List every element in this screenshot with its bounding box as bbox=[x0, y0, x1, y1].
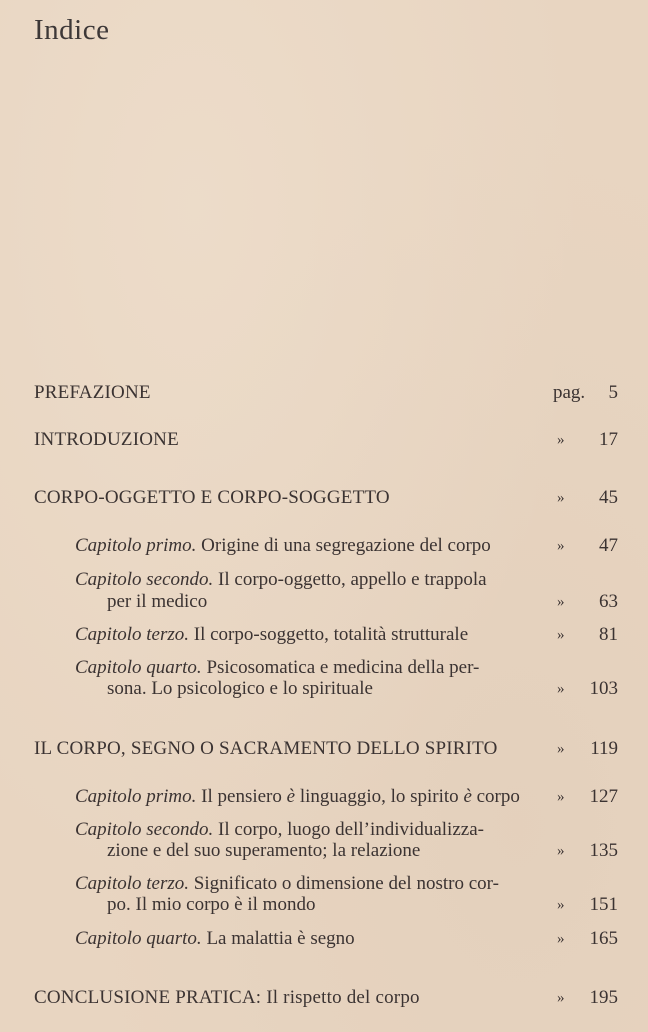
ditto-mark: » bbox=[557, 741, 565, 757]
page-number: 165 bbox=[589, 928, 618, 949]
chapter-label: Capitolo secondo. bbox=[75, 819, 214, 840]
page-title: Indice bbox=[34, 14, 110, 46]
page-number: 45 bbox=[599, 487, 618, 508]
entry-title-part: corpo bbox=[471, 786, 520, 807]
entry-title: Il corpo-oggetto, appello e trappola bbox=[213, 569, 487, 590]
page-label: pag. bbox=[553, 382, 586, 403]
entry-title: INTRODUZIONE bbox=[34, 429, 179, 450]
page-number: 47 bbox=[599, 535, 618, 556]
chapter-label: Capitolo terzo. bbox=[75, 624, 190, 645]
ditto-mark: » bbox=[557, 990, 565, 1006]
ditto-mark: » bbox=[557, 538, 565, 554]
page-number: 63 bbox=[599, 591, 618, 612]
chapter-label: Capitolo quarto. bbox=[75, 928, 202, 949]
page-number: 119 bbox=[590, 738, 618, 759]
entry-title: Psicosomatica e medicina della per- bbox=[201, 657, 480, 678]
entry-title: Il corpo-soggetto, totalità strutturale bbox=[189, 624, 469, 645]
entry-title-continuation: per il medico bbox=[107, 591, 208, 612]
entry-title: La malattia è segno bbox=[201, 928, 355, 949]
emphasis: è bbox=[286, 786, 296, 807]
entry-title-continuation: po. Il mio corpo è il mondo bbox=[107, 894, 316, 915]
page-number: 135 bbox=[589, 840, 618, 861]
chapter-label: Capitolo secondo. bbox=[75, 569, 214, 590]
chapter-label: Capitolo terzo. bbox=[75, 873, 190, 894]
ditto-mark: » bbox=[557, 789, 565, 805]
entry-title-part: linguaggio, lo spirito bbox=[295, 786, 464, 807]
chapter-label: Capitolo quarto. bbox=[75, 657, 202, 678]
ditto-mark: » bbox=[557, 490, 565, 506]
chapter-label: Capitolo primo. bbox=[75, 786, 197, 807]
ditto-mark: » bbox=[557, 627, 565, 643]
entry-title: IL CORPO, SEGNO O SACRAMENTO DELLO SPIRITO bbox=[34, 738, 498, 759]
entry-title: Significato o dimensione del nostro cor- bbox=[189, 873, 499, 894]
emphasis: è bbox=[463, 786, 472, 807]
page-number: 195 bbox=[589, 987, 618, 1008]
entry-title: Origine di una segregazione del corpo bbox=[196, 535, 491, 556]
page-number: 81 bbox=[599, 624, 618, 645]
page-number: 17 bbox=[599, 429, 618, 450]
chapter-label: Capitolo primo. bbox=[75, 535, 197, 556]
ditto-mark: » bbox=[557, 432, 565, 448]
page-number: 127 bbox=[589, 786, 618, 807]
entry-title: CORPO-OGGETTO E CORPO-SOGGETTO bbox=[34, 487, 390, 508]
entry-title-continuation: zione e del suo superamento; la relazione bbox=[107, 840, 421, 861]
page-number: 5 bbox=[608, 382, 618, 403]
entry-title: PREFAZIONE bbox=[34, 382, 151, 403]
ditto-mark: » bbox=[557, 931, 565, 947]
ditto-mark: » bbox=[557, 897, 565, 913]
page-number: 151 bbox=[589, 894, 618, 915]
ditto-mark: » bbox=[557, 594, 565, 610]
entry-title: Il corpo, luogo dell’individualizza- bbox=[213, 819, 484, 840]
entry-title-part: Il pensiero bbox=[196, 786, 287, 807]
ditto-mark: » bbox=[557, 843, 565, 859]
entry-title-continuation: sona. Lo psicologico e lo spirituale bbox=[107, 678, 373, 699]
page-number: 103 bbox=[589, 678, 618, 699]
ditto-mark: » bbox=[557, 681, 565, 697]
entry-title: CONCLUSIONE PRATICA: Il rispetto del corpo bbox=[34, 987, 420, 1008]
